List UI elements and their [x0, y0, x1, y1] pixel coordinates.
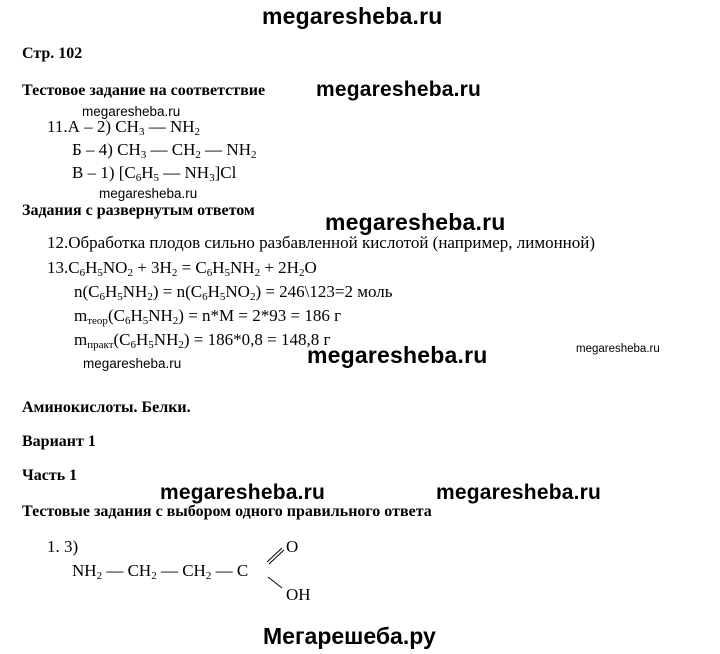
carbonyl-oxygen-label: O	[286, 537, 299, 556]
watermark-top: megaresheba.ru	[262, 3, 443, 29]
answer-12: 12.Обработка плодов сильно разбавленной кислотой (например, лимонной)	[47, 233, 596, 252]
question-1-label: 1. 3)	[47, 537, 79, 556]
answer-11-b: Б – 4) $CH_3$ — $CH_2$ — $NH_2$	[72, 140, 257, 161]
carboxyl-group-diagram	[255, 536, 335, 606]
answer-13-practical-mass: $m_{практ}(C_6H_5NH_2) = 186*0,8 = 148,8$ г	[74, 330, 331, 351]
hydroxyl-label: OH	[286, 585, 311, 604]
watermark: megaresheba.ru	[83, 356, 182, 371]
section-title-matching: Тестовое задание на соответствие	[22, 82, 266, 99]
variant-label: Вариант 1	[22, 433, 96, 450]
watermark: megaresheba.ru	[99, 186, 198, 201]
watermark: megaresheba.ru	[576, 343, 660, 355]
watermark: megaresheba.ru	[436, 481, 602, 504]
answer-13-theoretical-mass: $m_{теор}(C_6H_5NH_2) = n*M = 2*93 = 186$ г	[74, 306, 342, 327]
section-title-expanded: Задания с развернутым ответом	[22, 202, 255, 219]
answer-13-moles: $n(C_6H_5NH_2) = n(C_6H_5NO_2)$ = 246\123=2 моль	[74, 282, 393, 303]
answer-13-equation: $13.C_6H_5NO_2 + 3H_2 = C_6H_5NH_2 + 2H_2O$	[47, 258, 317, 279]
topic-title: Аминокислоты. Белки.	[22, 399, 191, 416]
watermark: megaresheba.ru	[160, 481, 326, 504]
tasks-title: Тестовые задания с выбором одного правильного ответа	[22, 503, 432, 520]
beta-alanine-chain: $NH_2$ — $CH_2$ — $CH_2$ — C	[72, 561, 249, 582]
part-label: Часть 1	[22, 467, 78, 484]
answer-11-v: В – 1) [$C_6H_5$ — $NH_3]Cl$	[72, 163, 237, 184]
page-label: Стр. 102	[22, 45, 83, 62]
answer-11-a: 11.А – 2) $CH_3$ — $NH_2$	[47, 117, 200, 138]
watermark: megaresheba.ru	[325, 209, 506, 235]
watermark: megaresheba.ru	[82, 104, 181, 119]
watermark: megaresheba.ru	[307, 342, 488, 368]
footer-watermark: Мегарешеба.ру	[263, 623, 436, 649]
watermark: megaresheba.ru	[316, 78, 482, 101]
